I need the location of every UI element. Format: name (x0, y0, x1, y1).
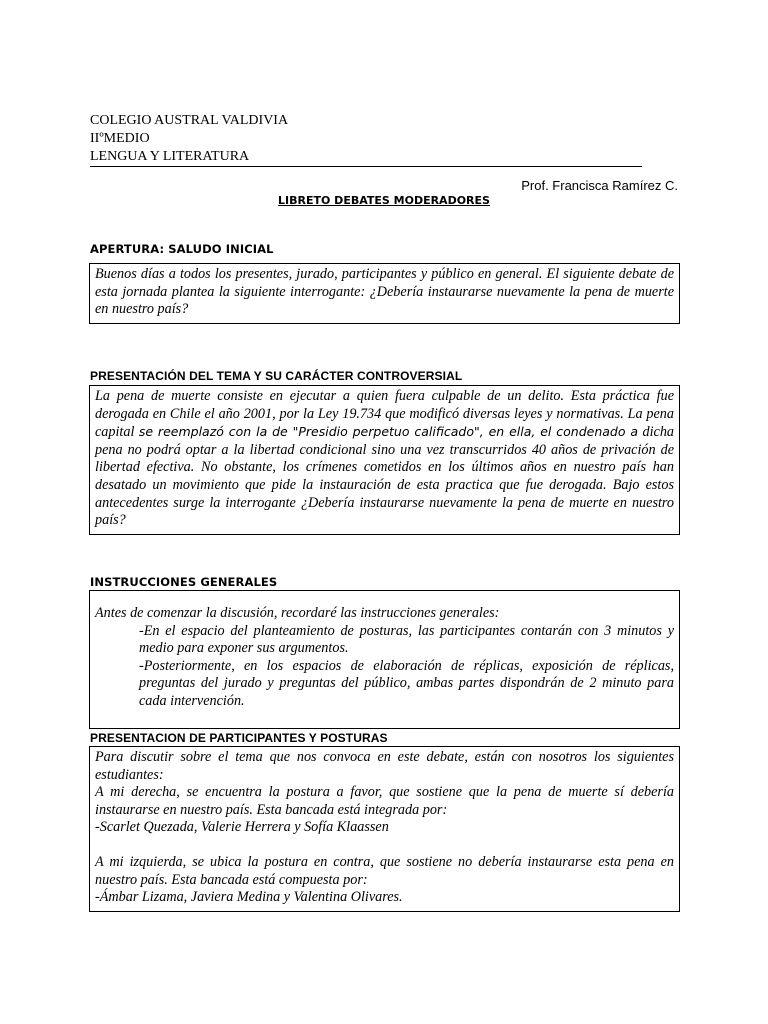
instructions-intro: Antes de comenzar la discusión, recordaré las instrucciones generales: (95, 605, 500, 621)
instructions-item-2: -Posteriormente, en los espacios de elaboración de réplicas, exposición de réplicas, preguntas del jurado y preguntas del público, ambas partes dispondrán de 2 minuto para cada intervención. (139, 657, 674, 709)
section-label-instructions: INSTRUCCIONES GENERALES (90, 575, 278, 589)
participants-intro: Para discutir sobre el tema que nos convoca en este debate, están con nosotros los siguientes estudiantes: (95, 749, 674, 783)
participants-favor-names: -Scarlet Quezada, Valerie Herrera y Sofía Klaassen (95, 819, 389, 836)
header-divider (90, 166, 642, 167)
school-name: COLEGIO AUSTRAL VALDIVIA (90, 113, 289, 128)
participants-box (89, 746, 680, 912)
topic-box (89, 385, 680, 535)
instructions-item-1: -En el espacio del planteamiento de posturas, las participantes contarán con 3 minutos y medio para exponer sus argumentos. (139, 622, 674, 657)
section-label-opening: APERTURA: SALUDO INICIAL (90, 242, 274, 256)
participants-against-names: -Ámbar Lizama, Javiera Medina y Valentina Olivares. (95, 889, 403, 906)
opening-box (89, 263, 680, 324)
teacher-name: Prof. Francisca Ramírez C. (521, 178, 678, 193)
topic-text-c: dicha pena no podrá optar a la libertad condicional sino una vez transcurridos 40 años de privación de libertad efectiva. No obstante, los crímenes cometidos en los últimos años en nuestro país han desatado un movimiento que pide la instauración de esta practica que fue derogada. Bajo estos antecedentes surge la interrogante ¿Debería instaurarse nuevamente la pena de muerte en nuestro país? (95, 424, 675, 529)
participants-against: A mi izquierda, se ubica la postura en contra, que sostiene no debería instaurarse esta pena en nuestro país. Esta bancada está compuesta por: (95, 853, 674, 888)
subject-name: LENGUA Y LITERATURA (90, 149, 250, 164)
grade-level: IIºMEDIO (90, 131, 150, 146)
section-label-participants: PRESENTACION DE PARTICIPANTES Y POSTURAS (90, 731, 388, 745)
document-header (90, 112, 288, 166)
opening-text: Buenos días a todos los presentes, jurado, participantes y público en general. El siguiente debate de esta jornada plantea la siguiente interrogante: ¿Debería instaurarse nuevamente la pena de muerte en nuestro país? (95, 266, 674, 318)
topic-text-b: se reemplazó con la de "Presidio perpetuo calificado", en ella, el condenado a (138, 424, 639, 440)
participants-favor: A mi derecha, se encuentra la postura a favor, que sostiene que la pena de muerte sí debería instaurarse en nuestro país. Esta bancada está integrada por: (95, 784, 674, 818)
section-label-topic: PRESENTACIÓN DEL TEMA Y SU CARÁCTER CONTROVERSIAL (90, 369, 463, 383)
paragraph-gap (95, 837, 674, 854)
topic-text (95, 388, 674, 530)
instructions-box (89, 590, 680, 729)
topic-text-a: La pena de muerte consiste en ejecutar a quien fuera culpable de un delito. Esta práctica fue derogada en Chile el año 2001, por la Ley 19.734 que modificó diversas leyes y normativas. La pena capital (95, 388, 674, 441)
document-title: LIBRETO DEBATES MODERADORES (278, 194, 490, 207)
